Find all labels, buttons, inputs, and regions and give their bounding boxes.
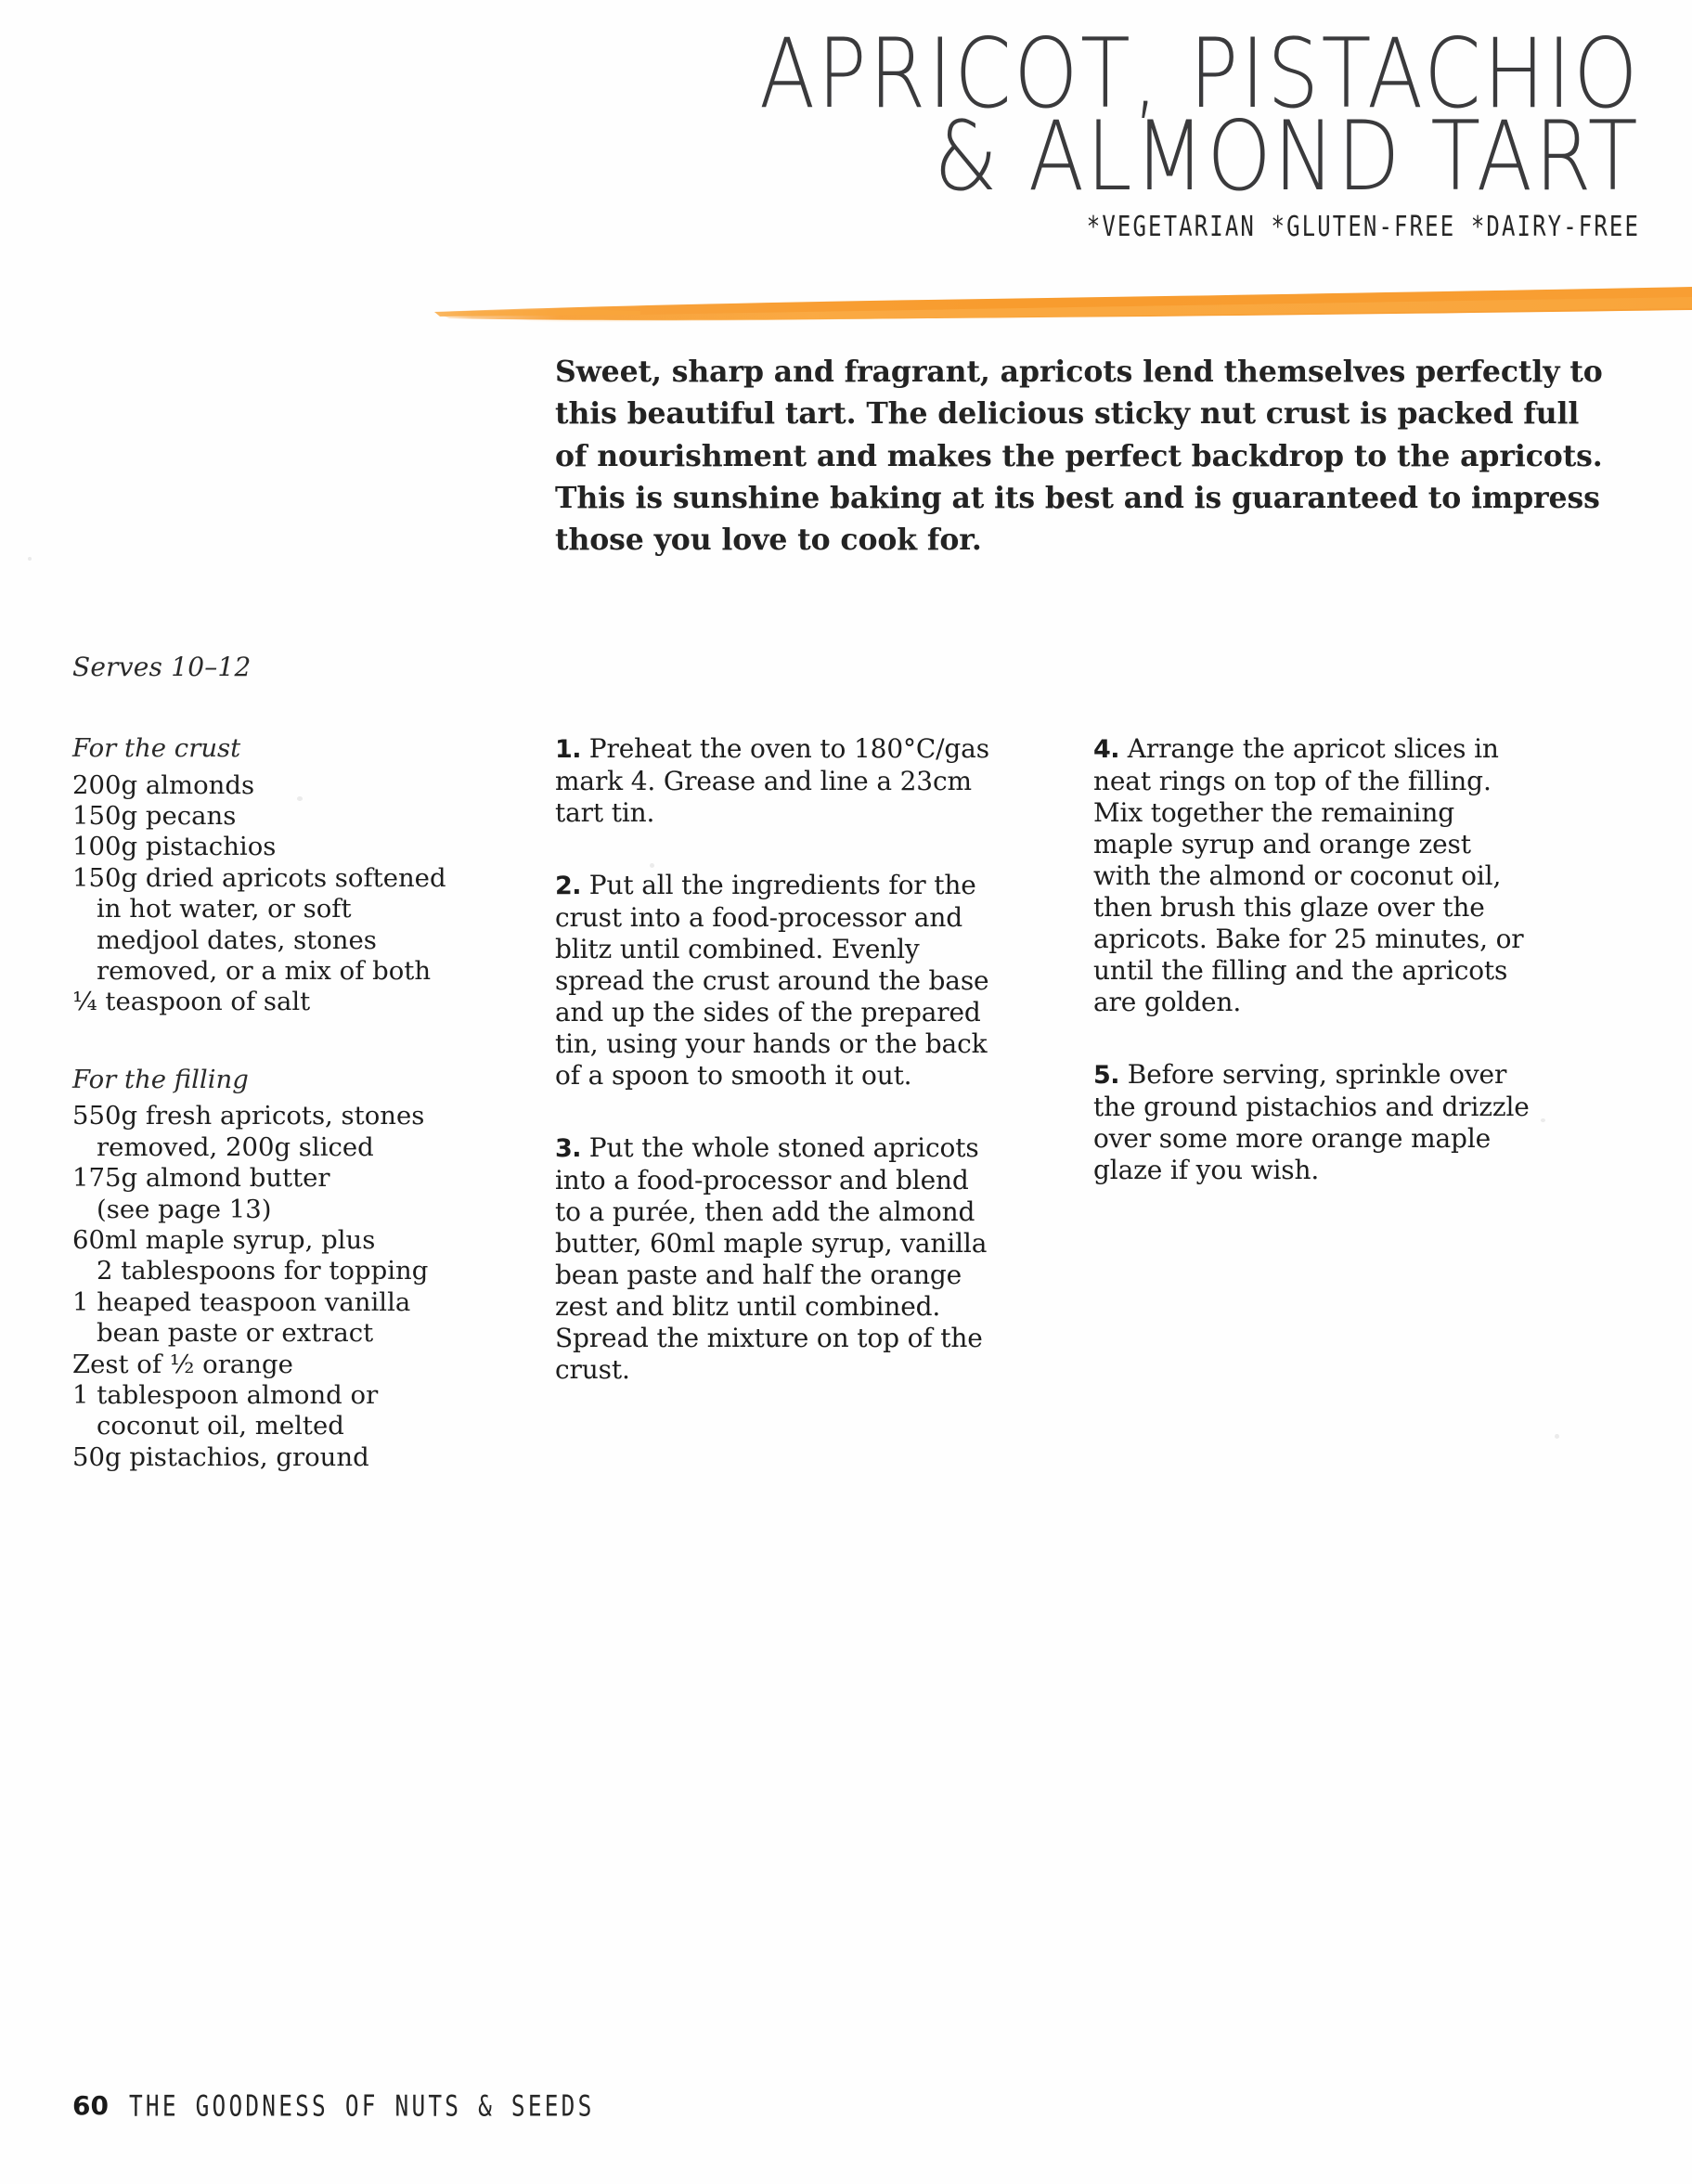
scan-speckle <box>297 796 303 801</box>
ingredient-continuation: in hot water, or soft <box>97 894 352 924</box>
ingredient-continuation: coconut oil, melted <box>97 1411 344 1441</box>
method-step-text: Arrange the apricot slices in neat rings on top of the filling. Mix together the remaining maple syrup and orange zest with the almond or coconut oil, then brush this glaze over the apricots. Bake for 25 minutes, or until the filling and the apricots are golden. <box>1093 733 1524 1017</box>
scan-speckle <box>650 863 654 868</box>
method-step-number: 2. <box>555 871 582 900</box>
method-column-two <box>1093 733 1530 1186</box>
ingredient-text: 60ml maple syrup, plus <box>72 1224 376 1255</box>
ingredients-list-crust <box>72 770 481 1018</box>
ingredient-continuation: removed, 200g sliced <box>97 1131 374 1162</box>
method-step <box>555 870 991 1092</box>
ingredient-continuation: medjool dates, stones <box>97 924 377 955</box>
method-column-one <box>555 733 991 1386</box>
method-step <box>555 1132 991 1386</box>
ingredient-text: 1 tablespoon almond or <box>72 1380 379 1410</box>
scan-speckle <box>28 557 32 561</box>
method-step-text: Put all the ingredients for the crust into a food-processor and blitz until combined. Evenly spread the crust around the base and up the sides of the prepared tin, using your hands or the back of a spoon to smooth it out. <box>555 869 989 1091</box>
recipe-title-line-1: APRICOT, PISTACHIO <box>758 17 1640 130</box>
ingredient-item <box>72 1163 481 1225</box>
serves-label: Serves 10–12 <box>72 652 252 682</box>
recipe-title-block <box>0 17 1640 243</box>
ingredient-text: ¼ teaspoon of salt <box>72 987 311 1017</box>
ingredient-text: 200g almonds <box>72 769 255 800</box>
ingredient-item <box>72 1442 481 1473</box>
ingredient-text: 150g pecans <box>72 800 237 831</box>
ingredient-text: 1 heaped teaspoon vanilla <box>72 1286 411 1317</box>
ingredient-item <box>72 1225 481 1287</box>
ingredient-item <box>72 1350 481 1380</box>
method-step <box>1093 733 1530 1018</box>
ingredient-item <box>72 1101 481 1163</box>
ingredient-continuation: 2 tablespoons for topping <box>97 1256 429 1286</box>
method-step-number: 3. <box>555 1133 582 1163</box>
recipe-intro-paragraph: Sweet, sharp and fragrant, apricots lend themselves perfectly to this beautiful tart. The delicious sticky nut crust is packed full of nourishment and makes the perfect backdrop to the apricots. This is sunshine baking at its best and is guaranteed to impress those you love to cook for. <box>555 355 1603 558</box>
page-number: 60 <box>72 2090 109 2121</box>
ingredient-text: 550g fresh apricots, stones <box>72 1101 425 1131</box>
method-step-text: Before serving, sprinkle over the ground pistachios and drizzle over some more orange maple glaze if you wish. <box>1093 1058 1530 1185</box>
ingredient-item <box>72 801 481 832</box>
ingredient-item <box>72 863 481 988</box>
ingredient-continuation: bean paste or extract <box>97 1318 374 1349</box>
ingredient-text: 50g pistachios, ground <box>72 1441 369 1472</box>
ingredient-item <box>72 770 481 801</box>
ingredients-heading-filling: For the filling <box>72 1064 249 1094</box>
ingredient-continuation: removed, or a mix of both <box>97 955 432 986</box>
method-step-number: 5. <box>1093 1060 1120 1090</box>
method-step <box>555 733 991 829</box>
scan-speckle <box>1541 1118 1545 1122</box>
method-step-text: Put the whole stoned apricots into a food-processor and blend to a purée, then add the almond butter, 60ml maple syrup, vanilla bean paste and half the orange zest and blitz until combined. Spread the mixture on top of the crust. <box>555 1131 988 1385</box>
ingredient-text: Zest of ½ orange <box>72 1349 293 1379</box>
ingredient-item <box>72 832 481 862</box>
brush-stroke-icon <box>408 278 1692 327</box>
method-step <box>1093 1059 1530 1186</box>
ingredient-item <box>72 1380 481 1442</box>
orange-brush-divider <box>408 278 1692 327</box>
ingredient-text: 150g dried apricots softened <box>72 862 446 893</box>
ingredient-item <box>72 1287 481 1350</box>
ingredient-continuation: (see page 13) <box>97 1194 272 1224</box>
dietary-tags: *VEGETARIAN *GLUTEN-FREE *DAIRY-FREE <box>1086 210 1640 243</box>
scan-speckle <box>1555 1434 1559 1439</box>
method-step-number: 4. <box>1093 735 1120 764</box>
ingredient-text: 100g pistachios <box>72 832 277 862</box>
page-footer <box>72 2090 624 2124</box>
recipe-title-line-2: & ALMOND TART <box>934 98 1640 213</box>
ingredients-heading-crust: For the crust <box>72 733 241 763</box>
book-title-footer: THE GOODNESS OF NUTS & SEEDS <box>128 2090 595 2124</box>
ingredients-list-filling <box>72 1101 481 1473</box>
ingredients-column <box>72 733 481 1473</box>
method-step-text: Preheat the oven to 180°C/gas mark 4. Grease and line a 23cm tart tin. <box>555 733 989 828</box>
ingredient-item <box>72 987 481 1017</box>
ingredient-text: 175g almond butter <box>72 1163 330 1194</box>
method-step-number: 1. <box>555 735 582 764</box>
